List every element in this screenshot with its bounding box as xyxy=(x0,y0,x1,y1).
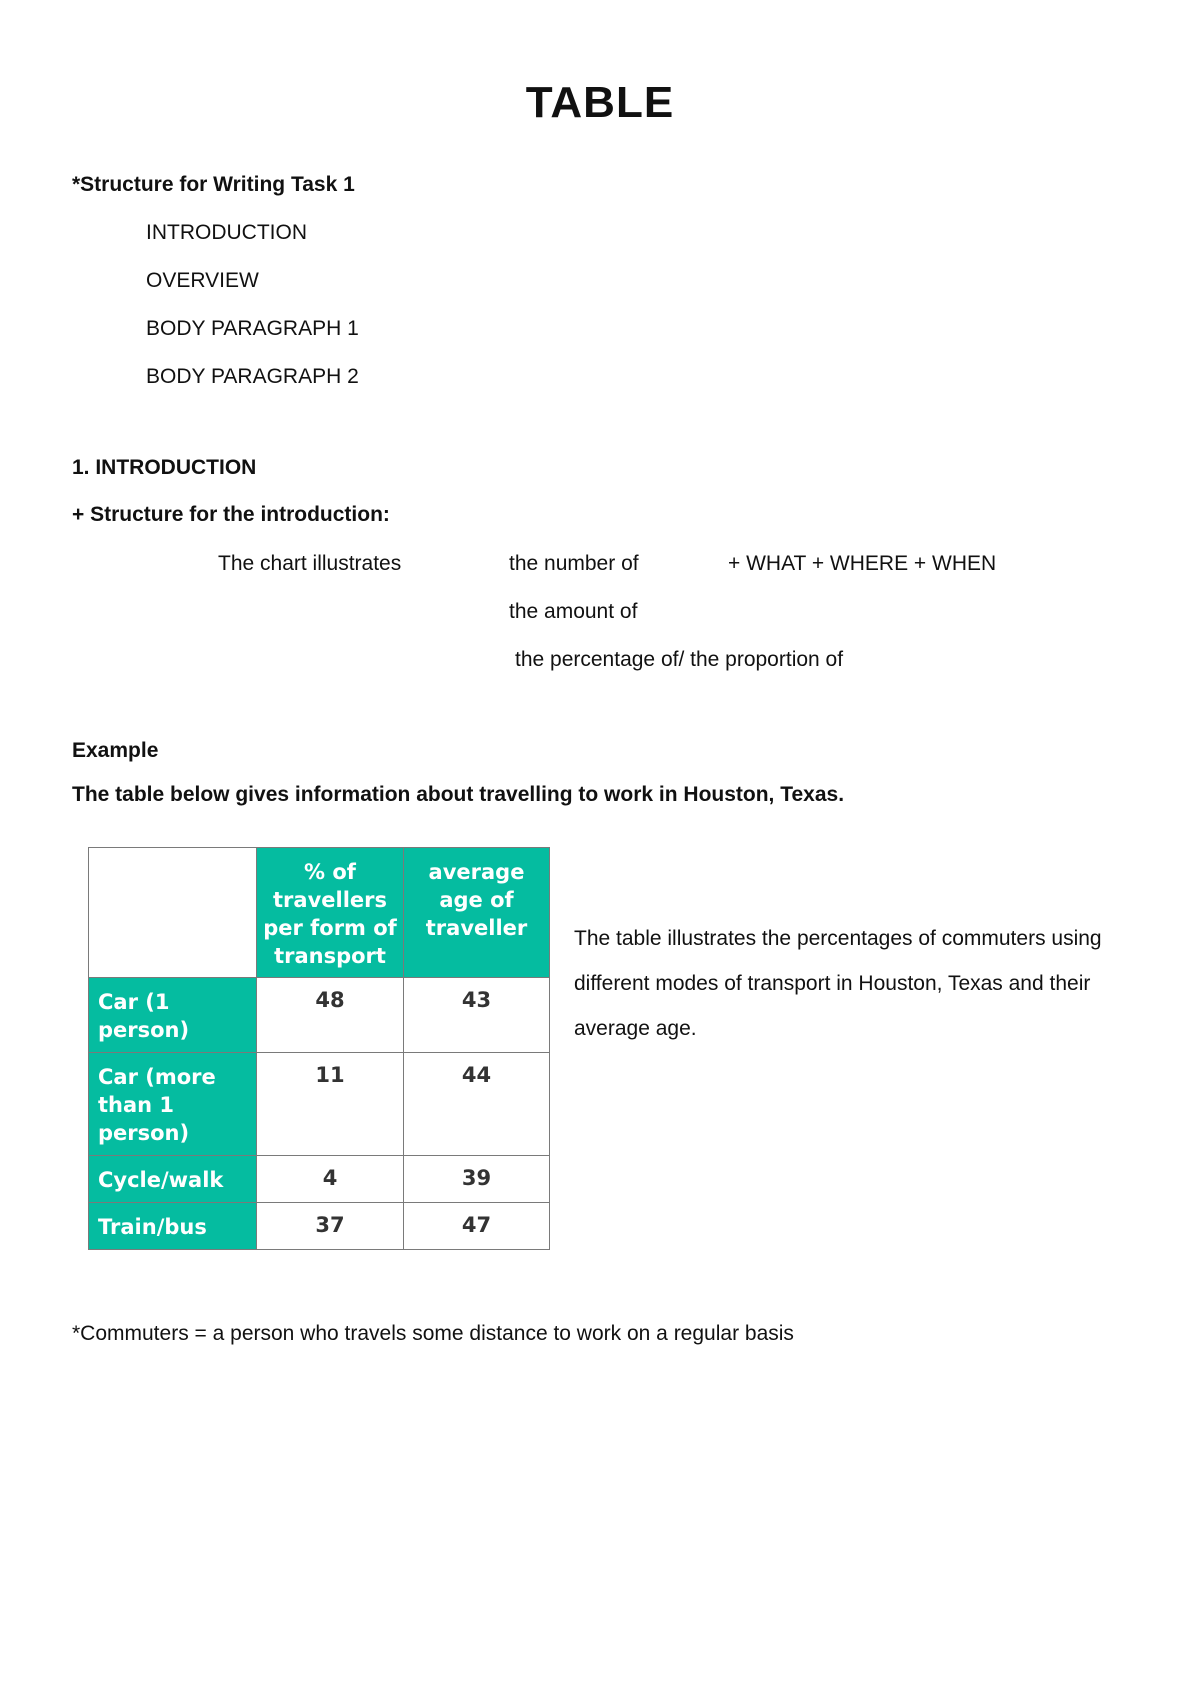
percent-cell: 48 xyxy=(257,978,404,1053)
example-answer: The table illustrates the percentages of commuters using different modes of transport in Houston, Texas and their average age. xyxy=(574,927,1102,1040)
table-header-cell xyxy=(89,848,257,978)
footnote: *Commuters = a person who travels some distance to work on a regular basis xyxy=(72,1322,794,1345)
intro-suffix: + WHAT + WHERE + WHEN xyxy=(728,552,997,575)
intro-structure-label: + Structure for the introduction: xyxy=(72,503,390,526)
table-row xyxy=(89,1156,550,1203)
intro-option: the amount of xyxy=(509,600,638,623)
table-header-cell: average age of traveller xyxy=(404,848,550,978)
percent-cell: 37 xyxy=(257,1203,404,1250)
intro-option: the percentage of/ the proportion of xyxy=(515,648,844,671)
table-row xyxy=(89,1053,550,1156)
structure-item: INTRODUCTION xyxy=(146,221,307,244)
percent-cell: 4 xyxy=(257,1156,404,1203)
intro-heading: 1. INTRODUCTION xyxy=(72,456,257,479)
age-cell: 39 xyxy=(404,1156,550,1203)
intro-lead: The chart illustrates xyxy=(218,552,402,575)
structure-item: BODY PARAGRAPH 1 xyxy=(146,317,359,340)
structure-heading: *Structure for Writing Task 1 xyxy=(72,173,355,196)
table-header-cell: % of travellers per form of transport xyxy=(257,848,404,978)
row-label: Car (1 person) xyxy=(89,978,257,1053)
row-label: Car (more than 1 person) xyxy=(89,1053,257,1156)
intro-option: the number of xyxy=(509,552,639,575)
structure-item: BODY PARAGRAPH 2 xyxy=(146,365,359,388)
row-label: Cycle/walk xyxy=(89,1156,257,1203)
percent-cell: 11 xyxy=(257,1053,404,1156)
example-label: Example xyxy=(72,739,159,762)
structure-item: OVERVIEW xyxy=(146,269,259,292)
transport-table xyxy=(88,847,550,1250)
table-row xyxy=(89,978,550,1053)
example-prompt: The table below gives information about travelling to work in Houston, Texas. xyxy=(72,783,845,806)
age-cell: 44 xyxy=(404,1053,550,1156)
age-cell: 47 xyxy=(404,1203,550,1250)
age-cell: 43 xyxy=(404,978,550,1053)
table-row xyxy=(89,1203,550,1250)
page-title: TABLE xyxy=(525,78,675,127)
row-label: Train/bus xyxy=(89,1203,257,1250)
